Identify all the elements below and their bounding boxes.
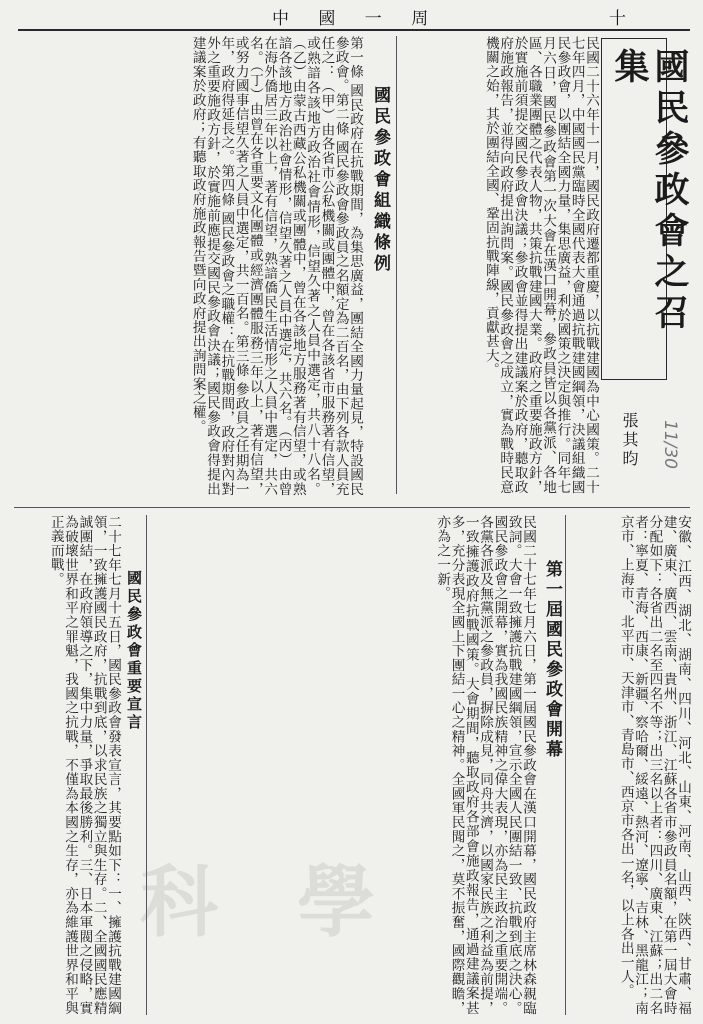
column-divider — [396, 36, 397, 494]
main-article-body: 民國二十六年十一月，國民政府遷都重慶，以抗戰建國為中心國策。二十七年四月，中國國民黨臨時全國代表大會通過抗戰建國綱領，決議組織國民參政會，以團結全國力量，集思廣益，利於國策之決定與推行。同年七月六日，國民參政會第一次大會在漢口開幕，參政員皆以各黨派、各地區、各職業團體之代表人物，共策抗戰建國大業。政府之重要施政方針，於實施前須提交國民參政會決議；參政會並得提出建議案於政府，聽取政府施政報告，並得向政府提出詢問案。國民參政會之成立，實為戰時民意機關之始，其於團結全國、鞏固抗戰陣線，貢獻甚大。 — [482, 36, 599, 494]
header-rule — [18, 29, 690, 31]
declaration-body: 二十七年七月十五日，國民參政會發表宣言，其要點如下：一、擁護抗戰建國綱領，一致擁護國民政府，抗戰到底，以求民族之獨立與生存。二、全國國民應精誠團結，在政府領導之下，集中力量，爭取最後勝利。三、日本軍閥之侵略，實為破壞世界和平之罪魁，我國之抗戰，不僅為本國之生存，亦為維護世界和平與正義而戰。 — [47, 515, 121, 1015]
handwritten-note: 11/30 — [660, 420, 680, 469]
opening-title: 第一屆國民參政會開幕 — [542, 560, 562, 760]
regulation-title: 國民參政會組織條例 — [370, 86, 390, 275]
opening-body: 民國二十七年七月六日，第一屆國民參政會在漢口開幕，國民政府主席林森親臨致詞。大會一致擁護抗戰建國綱領，宣示全國人民團結一致、抗戰到底之決心。國民參政會之開幕，實為我國民族精神之偉大表現，亦為民主政治之重要開端。各黨各派及無黨派之參政員，摒除成見，同舟共濟，以國家民族之利益為前提，一致擁護政府抗戰國策。大會期間，聽取政府各部會施政報告，通過建議案甚多，充分表現全國上下團結一心之精神。全國軍民聞之，莫不振奮，國際觀瞻，亦為之一新。 — [434, 515, 536, 1015]
publication-title: 中 國 一 周 — [272, 9, 441, 29]
author-name: 張其昀 — [620, 412, 639, 469]
watermark: 科 學 — [140, 858, 402, 948]
seats-list: 安徽、江西、湖北、湖南、四川、河北、山東、河南、山西、陝西、甘肅、福建、廣東、廣西、雲南、貴州、浙江、江蘇各省市參政員名額，在第一屆大會時分配如下：各省出二名至四名不等；出三名以上者：四川、廣東、江蘇；出二名者：寧夏、青海、西康、新疆、察哈爾、綏遠、熱河、遼寧、吉林、黑龍江；南京市、上海市、北平市、天津市、青島市、西京市各出一名，以上各出一人。 — [617, 515, 691, 1015]
page-header — [0, 0, 703, 30]
section-divider — [14, 507, 690, 508]
column-divider-2 — [565, 515, 566, 1015]
main-article-title: 國民參政會之召集 — [609, 48, 690, 335]
page-number: 十 — [609, 9, 628, 29]
declaration-title: 國民參政會重要宣言 — [125, 570, 143, 732]
regulation-body: 第一條 國民政府在抗戰期間，為集思廣益，團結全國力量起見，特設國民參政會。第二條 國民參政會參政員之名額定為二百名，由下列各款人員充任之：（甲）由各省市公私機關或團體中，曾在各該省市服務著有信望，或熟諳各該地方政治社會情形，信望久著之人員中選定，共八十八名。（乙）由蒙古西藏公私機關或團體中，曾在各該地方服務著有信望，或熟諳各該地方政治社會情形，信望久著之人員中選定，共六名。（丙）由曾在海外僑居三年以上，著有信望，熟諳僑民生活情形之人員中選定，共六名。（丁）由曾在各重要文化團體或經濟團體服務三年以上，著有信望，或努力國事信望久著之人員中選定，共一百名。第三條 參政員之任期為一年，政府得延長之。第四條 國民參政會之職權：在抗戰期間，政府對內對外之重要施政方針，於實施前應提交國民參政會決議；國民參政會得提出建議案於政府；有聽取政府施政報告暨向政府提出詢問案之權。 — [189, 36, 363, 496]
